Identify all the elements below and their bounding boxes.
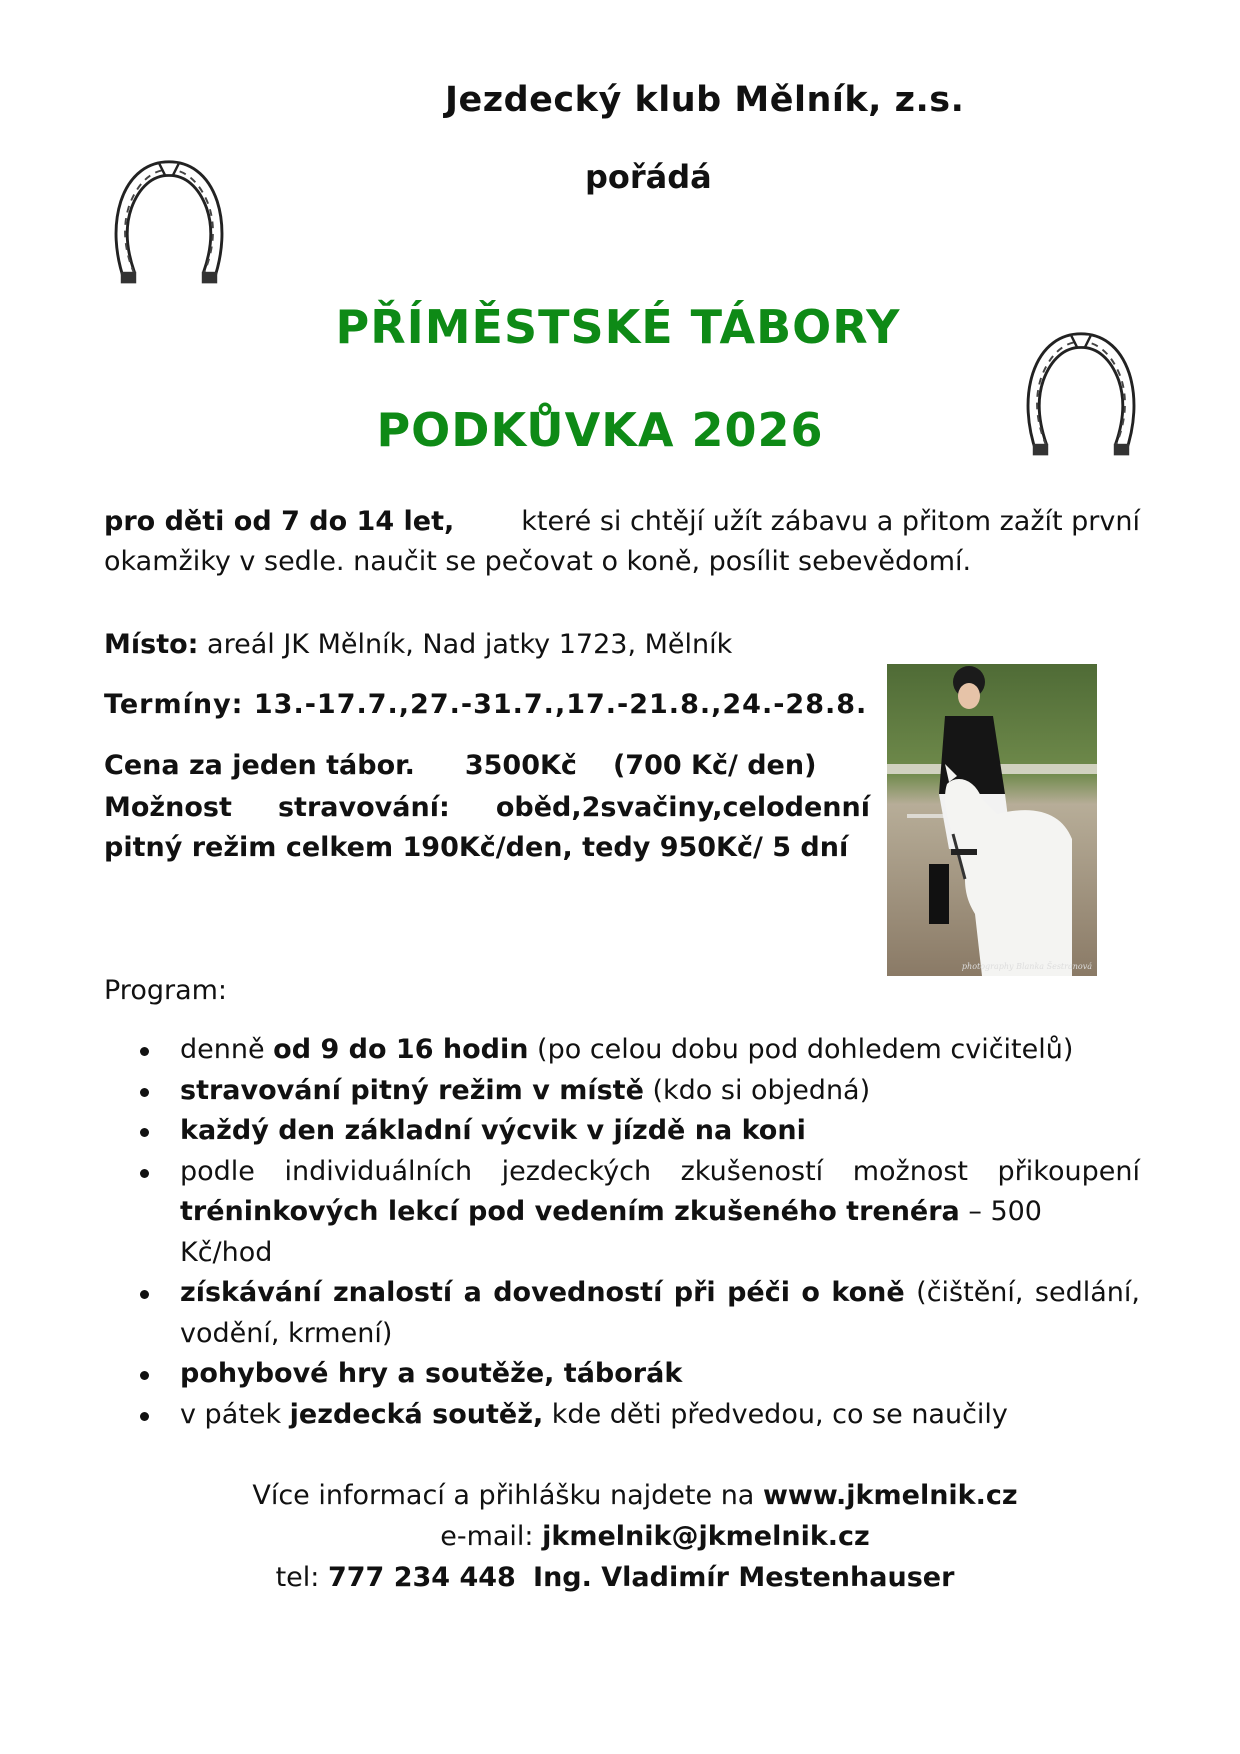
list-item: stravování pitný režim v místě (kdo si objedná) bbox=[104, 1071, 1140, 1112]
rider-photo bbox=[887, 664, 1097, 976]
organizes-label: pořádá bbox=[585, 158, 712, 196]
info-text: Více informací a přihlášku najdete na bbox=[252, 1480, 763, 1511]
photo-caption: photography Blanka Šestranová bbox=[961, 962, 1092, 971]
location-line bbox=[104, 625, 732, 665]
list-item: denně od 9 do 16 hodin (po celou dobu pod dohledem cvičitelů) bbox=[104, 1030, 1140, 1071]
list-item: v pátek jezdecká soutěž, kde děti předvedou, co se naučily bbox=[104, 1395, 1140, 1436]
program-heading: Program: bbox=[104, 975, 228, 1006]
bullet-icon bbox=[140, 1088, 149, 1097]
meals-word: oběd,2svačiny,celodenní bbox=[495, 792, 870, 823]
intro-age: pro děti od 7 do 14 let, bbox=[104, 506, 455, 537]
drinks-line: pitný režim celkem 190Kč/den, tedy 950Kč/ 5 dní bbox=[104, 832, 849, 863]
list-item-line: tréninkových lekcí pod vedením zkušeného trenéra – 500 Kč/hod bbox=[180, 1196, 1042, 1268]
email-label: e-mail: bbox=[440, 1521, 543, 1552]
intro-text-1: které si chtějí užít zábavu a přitom zažít první bbox=[521, 506, 1140, 537]
list-item-line: podle individuálních jezdeckých zkušeností možnost přikoupení bbox=[180, 1155, 1140, 1187]
list-item bbox=[104, 1273, 1140, 1354]
location-label: Místo: bbox=[104, 629, 199, 660]
price-label: Cena za jeden tábor. bbox=[104, 750, 415, 781]
website-link[interactable]: www.jkmelnik.cz bbox=[762, 1480, 1018, 1511]
list-item: pohybové hry a soutěže, táborák bbox=[104, 1354, 1140, 1395]
info-line bbox=[15, 1475, 1240, 1516]
list-item: každý den základní výcvik v jízdě na koni bbox=[104, 1111, 1140, 1152]
list-item-line: získávání znalostí a dovedností při péči o koně (čištění, sedlání, bbox=[180, 1277, 1140, 1308]
list-item bbox=[104, 1152, 1140, 1274]
intro-line-1 bbox=[104, 502, 1140, 542]
meals-word: stravování: bbox=[277, 792, 450, 823]
bullet-icon bbox=[140, 1169, 149, 1178]
bullet-icon bbox=[140, 1128, 149, 1137]
title-line-1: PŘÍMĚSTSKÉ TÁBORY bbox=[335, 300, 901, 354]
price-line bbox=[104, 746, 816, 786]
meals-line bbox=[104, 788, 870, 828]
location-value: areál JK Mělník, Nad jatky 1723, Mělník bbox=[207, 629, 733, 660]
meals-word: Možnost bbox=[104, 792, 232, 823]
bullet-icon bbox=[140, 1290, 149, 1299]
intro-line-2: okamžiky v sedle. naučit se pečovat o koně, posílit sebevědomí. bbox=[104, 546, 972, 577]
horseshoe-icon bbox=[110, 158, 228, 293]
intro-paragraph bbox=[104, 502, 1140, 582]
phone-number[interactable]: 777 234 448 bbox=[327, 1562, 516, 1593]
bullet-icon bbox=[140, 1412, 149, 1421]
contact-person: Ing. Vladimír Mestenhauser bbox=[533, 1562, 955, 1593]
email-link[interactable]: jkmelnik@jkmelnik.cz bbox=[542, 1521, 870, 1552]
club-name: Jezdecký klub Mělník, z.s. bbox=[445, 80, 965, 120]
phone-label: tel: bbox=[275, 1562, 328, 1593]
bullet-icon bbox=[140, 1047, 149, 1056]
phone-line bbox=[0, 1557, 1235, 1598]
price-value: 3500Kč bbox=[464, 750, 577, 781]
list-item-line: vodění, krmení) bbox=[180, 1317, 393, 1349]
title-line-2: PODKŮVKA 2026 bbox=[376, 403, 824, 457]
email-line bbox=[35, 1516, 1240, 1557]
bullet-icon bbox=[140, 1371, 149, 1380]
program-list bbox=[104, 1030, 1140, 1435]
dates-line: Termíny: 13.-17.7.,27.-31.7.,17.-21.8.,24.-28.8. bbox=[104, 689, 868, 720]
price-per-day: (700 Kč/ den) bbox=[612, 750, 817, 781]
